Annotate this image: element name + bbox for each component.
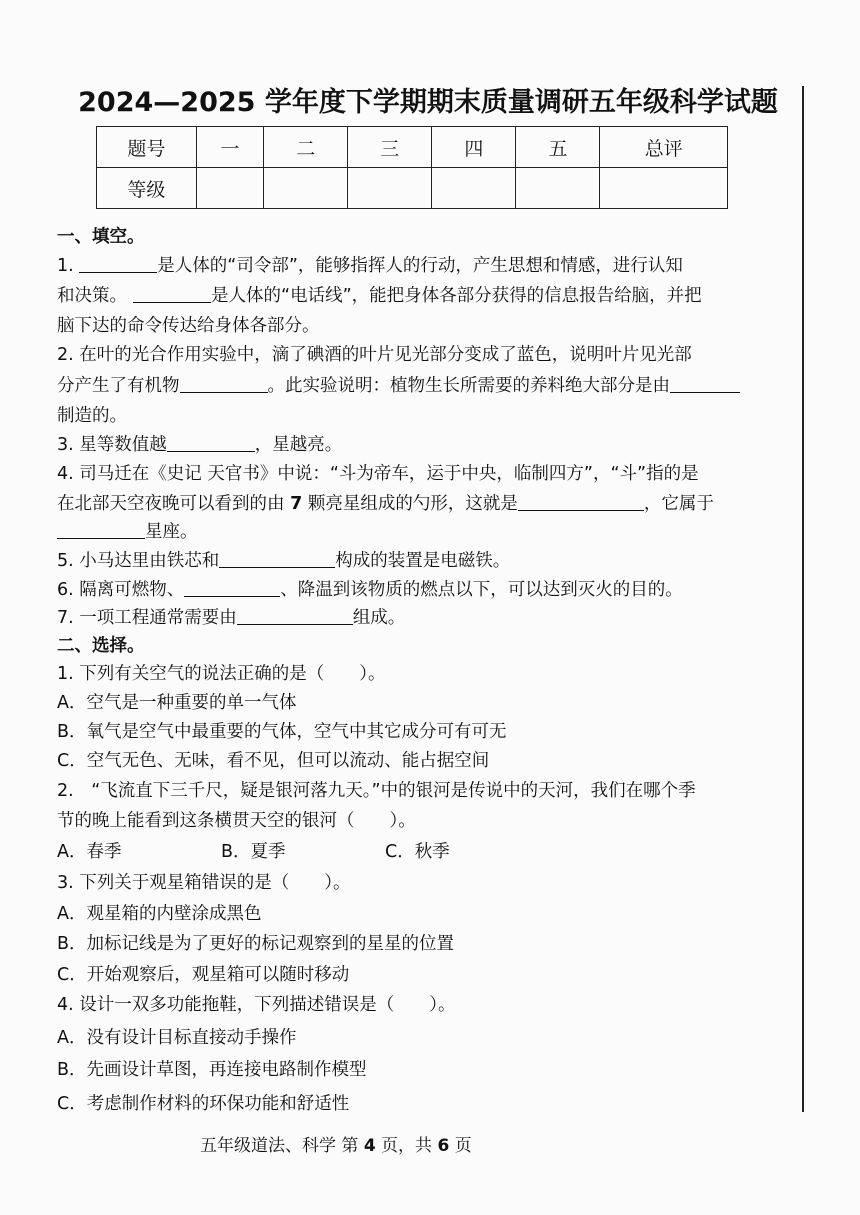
answer-blank[interactable] bbox=[167, 433, 255, 452]
score-col-2: 二 bbox=[264, 127, 348, 168]
q5-number: 5. bbox=[57, 551, 74, 571]
q4-text-e: 星座。 bbox=[145, 522, 198, 542]
q1-line1 bbox=[57, 254, 797, 278]
q2-text-d: 制造的。 bbox=[57, 406, 127, 426]
q4-number: 4. bbox=[57, 464, 74, 484]
q5-text-b: 构成的装置是电磁铁。 bbox=[335, 551, 511, 571]
q4-line1 bbox=[57, 462, 797, 486]
q4-text-c: 颗亮星组成的勺形，这就是 bbox=[307, 494, 518, 514]
mc4-stem: 4. 设计一双多功能拖鞋，下列描述错误是（ ）。 bbox=[57, 995, 456, 1015]
page-title: 2024—2025 学年度下学期期末质量调研五年级科学试题 bbox=[78, 87, 778, 118]
score-table-grade-row bbox=[97, 168, 728, 209]
score-col-3: 三 bbox=[348, 127, 432, 168]
q3-number: 3. bbox=[57, 435, 74, 455]
answer-blank[interactable] bbox=[518, 492, 644, 511]
q5-text-a: 小马达里由铁芯和 bbox=[79, 551, 220, 571]
mc2-option-c[interactable]: C．秋季 bbox=[385, 842, 450, 862]
mc1-option-b[interactable]: B．氧气是空气中最重要的气体，空气中其它成分可有可无 bbox=[57, 722, 507, 742]
mc3-option-c[interactable]: C．开始观察后，观星箱可以随时移动 bbox=[57, 965, 350, 985]
answer-blank[interactable] bbox=[133, 284, 211, 303]
q1-line3 bbox=[57, 314, 797, 338]
q6-number: 6. bbox=[57, 580, 74, 600]
q1-text-b: 和决策。 bbox=[57, 286, 127, 306]
mc2-options bbox=[57, 840, 797, 864]
section1-heading: 一、填空。 bbox=[57, 227, 145, 247]
mc3-stem: 3. 下列关于观星箱错误的是（ ）。 bbox=[57, 873, 351, 893]
q7-text-a: 一项工程通常需要由 bbox=[79, 608, 237, 628]
answer-blank[interactable] bbox=[180, 374, 268, 393]
answer-blank[interactable] bbox=[670, 374, 740, 393]
q2-text-a: 在叶的光合作用实验中，滴了碘酒的叶片见光部分变成了蓝色，说明叶片见光部 bbox=[79, 345, 692, 365]
score-col-5: 五 bbox=[516, 127, 600, 168]
q2-line1 bbox=[57, 343, 797, 367]
score-col-4: 四 bbox=[432, 127, 516, 168]
mc4-option-a[interactable]: A．没有设计目标直接动手操作 bbox=[57, 1028, 297, 1048]
score-table bbox=[96, 126, 728, 209]
q5-line bbox=[57, 549, 797, 573]
q3-text-b: ，星越亮。 bbox=[254, 435, 343, 455]
section2-heading: 二、选择。 bbox=[57, 636, 145, 656]
answer-blank[interactable] bbox=[79, 254, 157, 273]
q3-line bbox=[57, 433, 797, 457]
q2-text-b: 分产生了有机物 bbox=[57, 376, 180, 396]
q6-text-a: 隔离可燃物、 bbox=[79, 580, 185, 600]
footer-total-pages: 6 bbox=[437, 1136, 450, 1156]
answer-blank[interactable] bbox=[57, 520, 145, 539]
q4-star-count: 7 bbox=[290, 494, 303, 514]
q7-number: 7. bbox=[57, 608, 74, 628]
grade-cell[interactable] bbox=[348, 168, 432, 209]
score-col-1: 一 bbox=[196, 127, 263, 168]
mc3-option-b[interactable]: B．加标记线是为了更好的标记观察到的星星的位置 bbox=[57, 934, 455, 954]
score-col-total: 总评 bbox=[600, 127, 728, 168]
answer-blank[interactable] bbox=[184, 578, 280, 597]
mc1-option-c[interactable]: C．空气无色、无味，看不见，但可以流动、能占据空间 bbox=[57, 751, 490, 771]
mc1-option-a[interactable]: A．空气是一种重要的单一气体 bbox=[57, 693, 297, 713]
q1-number: 1. bbox=[57, 256, 74, 276]
q4-text-d: ，它属于 bbox=[643, 494, 714, 514]
score-table-header-row bbox=[97, 127, 728, 168]
q4-line2 bbox=[57, 492, 797, 516]
score-row-label: 等级 bbox=[97, 168, 197, 209]
mc4-option-c[interactable]: C．考虑制作材料的环保功能和舒适性 bbox=[57, 1094, 350, 1114]
margin-rule bbox=[802, 86, 804, 1112]
page-footer bbox=[200, 1131, 472, 1156]
q6-text-b: 、降温到该物质的燃点以下，可以达到灭火的目的。 bbox=[280, 580, 683, 600]
footer-suffix: 页 bbox=[454, 1136, 472, 1156]
footer-page-number: 4 bbox=[363, 1136, 376, 1156]
q1-text-a: 是人体的“司令部”，能够指挥人的行动，产生思想和情感，进行认知 bbox=[157, 256, 683, 276]
q2-number: 2. bbox=[57, 345, 74, 365]
grade-cell-total[interactable] bbox=[600, 168, 728, 209]
mc2-option-a[interactable]: A．春季 bbox=[57, 842, 122, 862]
answer-blank[interactable] bbox=[237, 606, 353, 625]
mc2-stem-line1: 2. “飞流直下三千尺，疑是银河落九天。”中的银河是传说中的天河，我们在哪个季 bbox=[57, 781, 696, 801]
q6-line bbox=[57, 578, 797, 602]
q3-text-a: 星等数值越 bbox=[79, 435, 167, 455]
answer-blank[interactable] bbox=[219, 549, 335, 568]
q4-text-b: 在北部天空夜晚可以看到的由 bbox=[57, 494, 285, 514]
footer-mid: 页，共 bbox=[381, 1136, 433, 1156]
q2-line2 bbox=[57, 374, 797, 398]
q7-line bbox=[57, 606, 797, 630]
q1-line2 bbox=[57, 284, 797, 308]
q1-text-d: 脑下达的命令传达给身体各部分。 bbox=[57, 316, 320, 336]
q4-line3 bbox=[57, 520, 797, 544]
q2-text-c: 。此实验说明：植物生长所需要的养料绝大部分是由 bbox=[267, 376, 670, 396]
q2-line3 bbox=[57, 404, 797, 428]
q7-text-b: 组成。 bbox=[352, 608, 406, 628]
mc4-option-b[interactable]: B．先画设计草图，再连接电路制作模型 bbox=[57, 1060, 367, 1080]
mc3-option-a[interactable]: A．观星箱的内壁涂成黑色 bbox=[57, 904, 262, 924]
grade-cell[interactable] bbox=[516, 168, 600, 209]
grade-cell[interactable] bbox=[264, 168, 348, 209]
mc2-option-b[interactable]: B．夏季 bbox=[221, 842, 286, 862]
q1-text-c: 是人体的“电话线”，能把身体各部分获得的信息报告给脑，并把 bbox=[211, 286, 702, 306]
grade-cell[interactable] bbox=[196, 168, 263, 209]
q4-text-a: 司马迁在《史记 天官书》中说：“斗为帝车，运于中央，临制四方”，“斗”指的是 bbox=[79, 464, 699, 484]
score-header-label: 题号 bbox=[97, 127, 197, 168]
grade-cell[interactable] bbox=[432, 168, 516, 209]
mc2-stem-line2: 节的晚上能看到这条横贯天空的银河（ ）。 bbox=[57, 811, 416, 831]
footer-prefix: 五年级道法、科学 第 bbox=[200, 1136, 359, 1156]
mc1-stem: 1. 下列有关空气的说法正确的是（ ）。 bbox=[57, 664, 386, 684]
